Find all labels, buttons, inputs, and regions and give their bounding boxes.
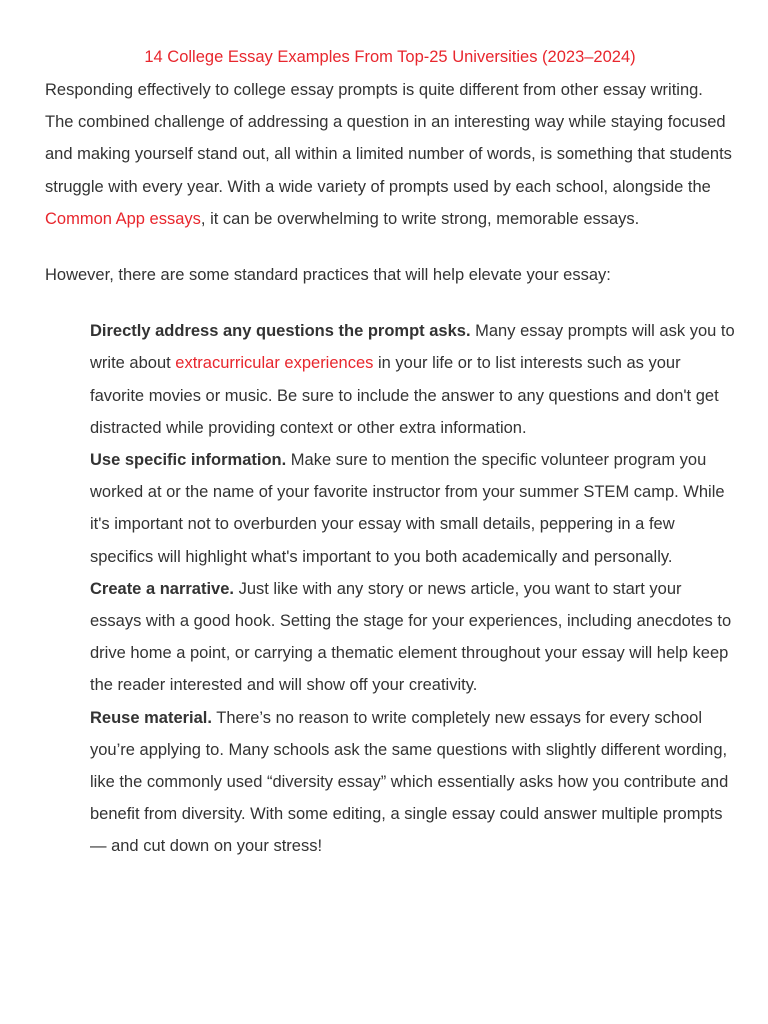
tips-list: [45, 315, 735, 862]
lead-in-paragraph: However, there are some standard practices that will help elevate your essay:: [45, 266, 611, 285]
tip-create-narrative: [90, 573, 735, 702]
tip-reuse-material: [90, 702, 735, 863]
tip-text: There’s no reason to write completely new essays for every school you’re applying to. Many schools ask the same questions with slightly different wording, like the commonly used “diversity essay” which essentially asks how you contribute and benefit from diversity. With some editing, a single essay could answer multiple prompts — and cut down on your stress!: [90, 708, 729, 856]
intro-text-start: Responding effectively to college essay prompts is quite different from other essay writing. The combined challenge of addressing a question in an interesting way while staying focused and making yourself stand out, all within a limited number of words, is something that students struggle with every year. With a wide variety of prompts used by each school, alongside the: [45, 81, 732, 196]
tip-heading: Use specific information.: [90, 451, 287, 470]
tip-heading: Directly address any questions the prompt asks.: [90, 322, 471, 341]
extracurricular-experiences-link[interactable]: extracurricular experiences: [175, 354, 374, 373]
tip-text: Just like with any story or news article, you want to start your essays with a good hook. Setting the stage for your experiences, including anecdotes to drive home a point, or carrying a thematic element throughout your essay will help keep the reader interested and will show off your creativity.: [90, 579, 732, 695]
tip-text-end: in your life or to list interests such as your favorite movies or music. Be sure to include the answer to any questions and don't get distracted while providing context or other extra information.: [90, 354, 719, 437]
document-page: [45, 44, 735, 863]
common-app-essays-link[interactable]: Common App essays: [45, 209, 201, 228]
tip-heading: Reuse material.: [90, 708, 212, 727]
tip-specific-information: [90, 444, 735, 573]
tip-heading: Create a narrative.: [90, 579, 234, 598]
intro-paragraph: [45, 74, 735, 235]
tip-text-start: Many essay prompts will ask you to write about: [90, 322, 735, 373]
tip-text: Make sure to mention the specific volunteer program you worked at or the name of your favorite instructor from your summer STEM camp. While it's important not to overburden your essay with small details, peppering in a few specifics will highlight what's important to you both academically and personally.: [90, 451, 725, 566]
tip-address-questions: [90, 315, 735, 444]
article-title-link[interactable]: 14 College Essay Examples From Top-25 Universities (2023–2024): [144, 48, 636, 66]
intro-text-end: , it can be overwhelming to write strong, memorable essays.: [200, 209, 640, 228]
